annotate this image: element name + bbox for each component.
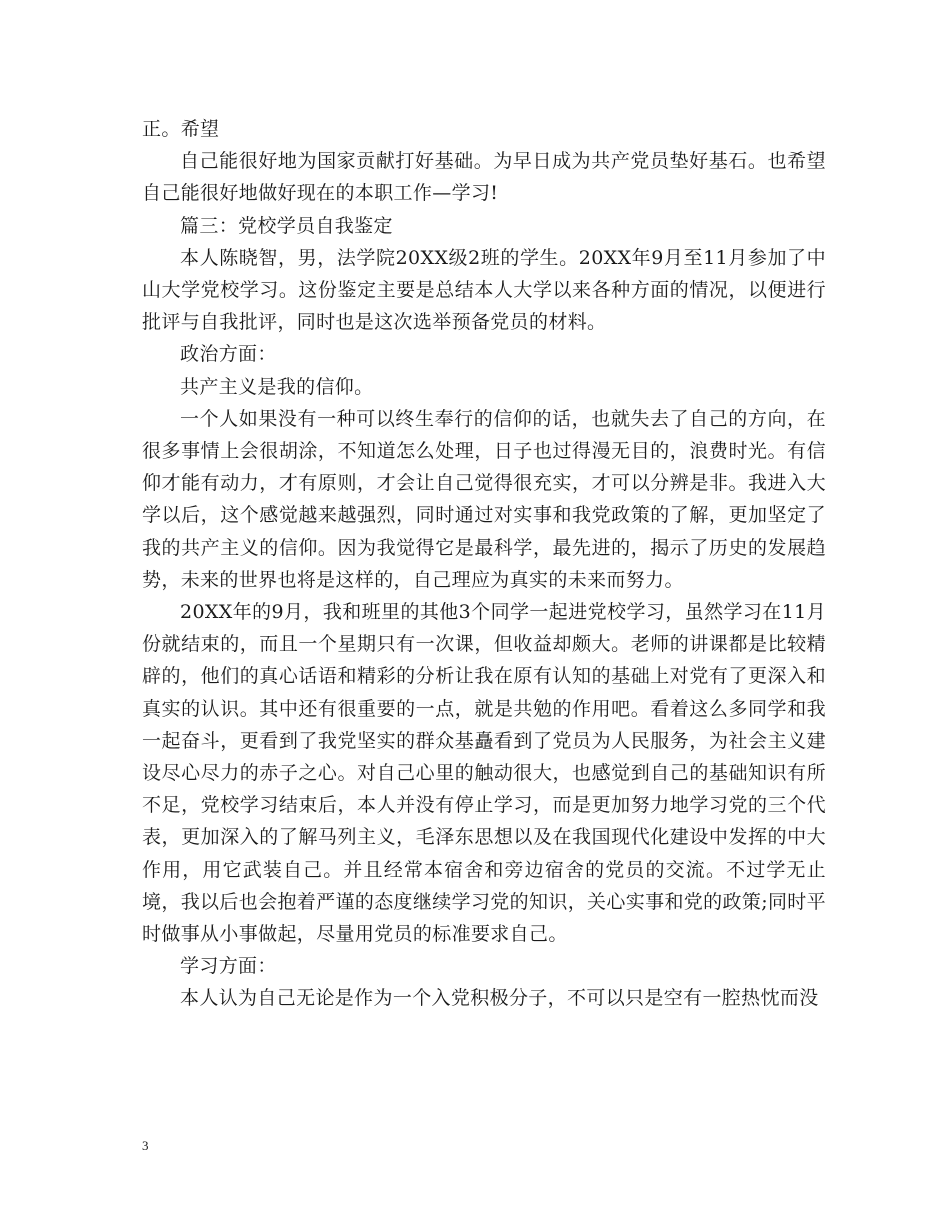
paragraph-intro: 本人陈晓智，男，法学院20XX级2班的学生。20XX年9月至11月参加了中山大学党校学习。这份鉴定主要是总结本人大学以来各种方面的情况，以便进行批评与自我批评，同时也是这次选举预备党员的材料。 bbox=[142, 246, 826, 334]
subheading-politics: 政治方面： bbox=[180, 343, 277, 366]
page-number: 3 bbox=[142, 1138, 149, 1153]
paragraph-1: 正。希望 bbox=[142, 118, 220, 140]
paragraph-faith: 一个人如果没有一种可以终生奉行的信仰的话，也就失去了自己的方向，在很多事情上会很胡涂，不知道怎么处理，日子也过得漫无目的，浪费时光。有信仰才能有动力，才有原则，才会让自己觉得很充实，才可以分辨是非。我进入大学以后，这个感觉越来越强烈，同时通过对实事和我党政策的了解，更加坚定了我的共产主义的信仰。因为我觉得它是最科学，最先进的，揭示了历史的发展趋势，未来的世界也将是这样的，自己理应为真实的未来而努力。 bbox=[142, 407, 826, 591]
paragraph-party-school: 20XX年的9月，我和班里的其他3个同学一起进党校学习，虽然学习在11月份就结束的，而且一个星期只有一次课，但收益却颇大。老师的讲课都是比较精辟的，他们的真心话语和精彩的分析让我在原有认知的基础上对党有了更深入和真实的认识。其中还有很重要的一点，就是共勉的作用吧。看着这么多同学和我一起奋斗，更看到了我党坚实的群众基矗看到了党员为人民服务，为社会主义建设尽心尽力的赤子之心。对自己心里的触动很大，也感觉到自己的基础知识有所不足，党校学习结束后，本人并没有停止学习，而是更加努力地学习党的三个代表，更加深入的了解马列主义，毛泽东思想以及在我国现代化建设中发挥的中大作用，用它武装自己。并且经常本宿舍和旁边宿舍的党员的交流。不过学无止境，我以后也会抱着严谨的态度继续学习党的知识，关心实事和党的政策;同时平时做事从小事做起，尽量用党员的标准要求自己。 bbox=[142, 601, 827, 946]
paragraph-study: 本人认为自己无论是作为一个入党积极分子，不可以只是空有一腔热忱而没 bbox=[180, 987, 819, 1010]
document-body bbox=[142, 113, 826, 1015]
paragraph-2: 自己能很好地为国家贡献打好基础。为早日成为共产党员垫好基石。也希望自己能很好地做好现在的本职工作—学习! bbox=[142, 150, 826, 205]
section-heading: 篇三：党校学员自我鉴定 bbox=[180, 214, 393, 237]
paragraph-belief: 共产主义是我的信仰。 bbox=[180, 375, 374, 398]
subheading-study: 学习方面： bbox=[180, 955, 277, 978]
